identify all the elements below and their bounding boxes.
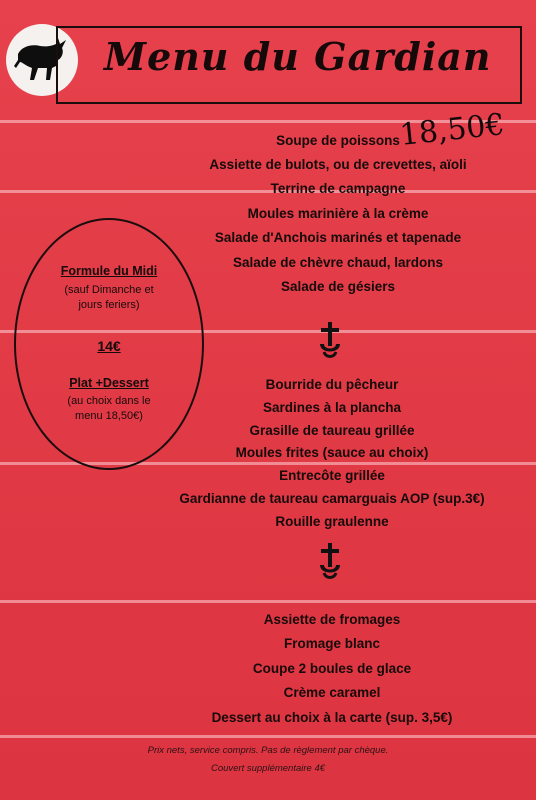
paper-fold [0, 600, 536, 603]
main-item: Bourride du pêcheur [265, 377, 399, 392]
starter-item: Soupe de poissons [276, 133, 400, 148]
starter-item: Assiette de bulots, ou de crevettes, aïoli [209, 157, 467, 172]
main-item: Gardianne de taureau camarguais AOP (sup.3€) [179, 491, 485, 506]
main-item: Sardines à la plancha [262, 400, 402, 415]
formule-price: 14€ [97, 338, 121, 354]
dessert-item: Coupe 2 boules de glace [252, 661, 412, 676]
camargue-cross-icon [318, 322, 342, 360]
formule-choice-line2: menu 18,50€) [75, 410, 143, 422]
menu-price: 18,50€ [398, 107, 507, 153]
main-item: Moules frites (sauce au choix) [235, 445, 429, 460]
dessert-item: Crème caramel [283, 685, 381, 700]
footer-note-line2: Couvert supplémentaire 4€ [210, 763, 326, 774]
main-item: Rouille graulenne [275, 514, 389, 529]
footer-note-line1: Prix nets, service compris. Pas de règlement par chèque. [147, 745, 389, 756]
main-item: Grasille de taureau grillée [249, 423, 415, 438]
dessert-item: Fromage blanc [283, 636, 381, 651]
camargue-cross-icon [318, 543, 342, 581]
formule-subtitle: Plat +Dessert [69, 376, 149, 390]
starter-item: Terrine de campagne [270, 181, 406, 196]
menu-title: Menu du Gardian [104, 34, 492, 79]
starter-item: Moules marinière à la crème [247, 206, 429, 221]
paper-fold [0, 735, 536, 738]
main-item: Entrecôte grillée [279, 468, 385, 483]
formule-choice-line1: (au choix dans le [67, 395, 151, 407]
formule-note-line1: (sauf Dimanche et [64, 284, 154, 296]
formule-note-line2: jours feriers) [78, 299, 140, 311]
starter-item: Salade de chèvre chaud, lardons [232, 255, 444, 270]
starter-item: Salade d'Anchois marinés et tapenade [214, 230, 462, 245]
dessert-item: Dessert au choix à la carte (sup. 3,5€) [211, 710, 453, 725]
formule-title: Formule du Midi [60, 264, 158, 278]
dessert-item: Assiette de fromages [263, 612, 401, 627]
starter-item: Salade de gésiers [280, 279, 396, 294]
